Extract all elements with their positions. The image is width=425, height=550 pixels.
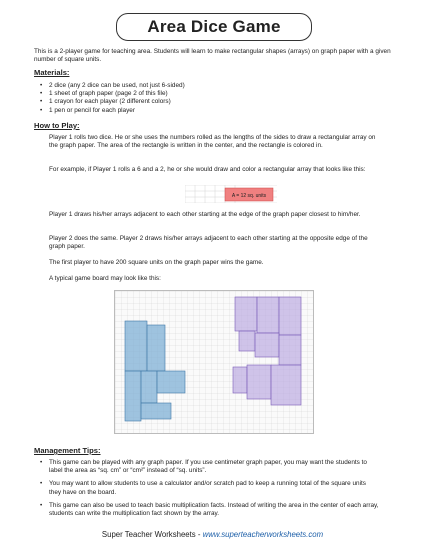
footer xyxy=(0,530,425,539)
footer-brand: Super Teacher Worksheets - xyxy=(101,530,203,539)
how-to-play-p3: Player 1 draws his/her arrays adjacent to each other starting at the edge of the graph paper closest to him/her. xyxy=(49,211,361,218)
how-to-play-p6: A typical game board may look like this: xyxy=(49,275,161,282)
example-array xyxy=(185,185,277,203)
list-item: • 1 pen or pencil for each player xyxy=(49,107,185,115)
footer-link[interactable]: www.superteacherworksheets.com xyxy=(202,530,324,539)
title-box xyxy=(116,13,312,41)
how-to-play-p4: Player 2 does the same. Player 2 draws his/her arrays adjacent to each other starting at the opposite edge of the graph paper. xyxy=(49,235,368,251)
page-title: Area Dice Game xyxy=(147,17,281,36)
game-board-image xyxy=(114,290,314,434)
how-to-play-p1: Player 1 rolls two dice. He or she uses the numbers rolled as the lengths of the sides to draw a rectangular array on the graph paper. The area of the rectangle is written in the center, and the rectangle is colored in. xyxy=(49,134,376,150)
how-to-play-p5: The first player to have 200 square units on the graph paper wins the game. xyxy=(49,259,264,266)
list-item: • 1 crayon for each player (2 different colors) xyxy=(49,98,185,106)
example-label: A = 12 sq. units xyxy=(231,193,267,199)
list-item: • 1 sheet of graph paper (page 2 of this file) xyxy=(49,90,185,98)
list-item: • 2 dice (any 2 dice can be used, not just 6-sided) xyxy=(49,82,185,90)
list-item: • You may want to allow students to use a calculator and/or scratch pad to keep a running total of the square units they have on the board. xyxy=(49,480,379,496)
materials-heading: Materials: xyxy=(34,68,70,77)
how-to-play-p2: For example, if Player 1 rolls a 6 and a 2, he or she would draw and color a rectangular array that looks like this: xyxy=(49,166,366,173)
tips-heading: Management Tips: xyxy=(34,446,101,455)
list-item: • This game can be played with any graph paper. If you use centimeter graph paper, you may want the students to label the area as “sq. cm” or “cm²” instead of “sq. units”. xyxy=(49,459,379,475)
materials-list xyxy=(49,82,185,115)
list-item: • This game can also be used to teach basic multiplication facts. Instead of writing the area in the center of each array, students can write the multiplication fact shown by the array. xyxy=(49,502,379,518)
how-to-play-heading: How to Play: xyxy=(34,121,80,130)
tips-list xyxy=(49,459,379,523)
intro-text: This is a 2-player game for teaching area. Students will learn to make rectangular shapes (arrays) on graph paper with a given number of square units. xyxy=(34,48,391,64)
